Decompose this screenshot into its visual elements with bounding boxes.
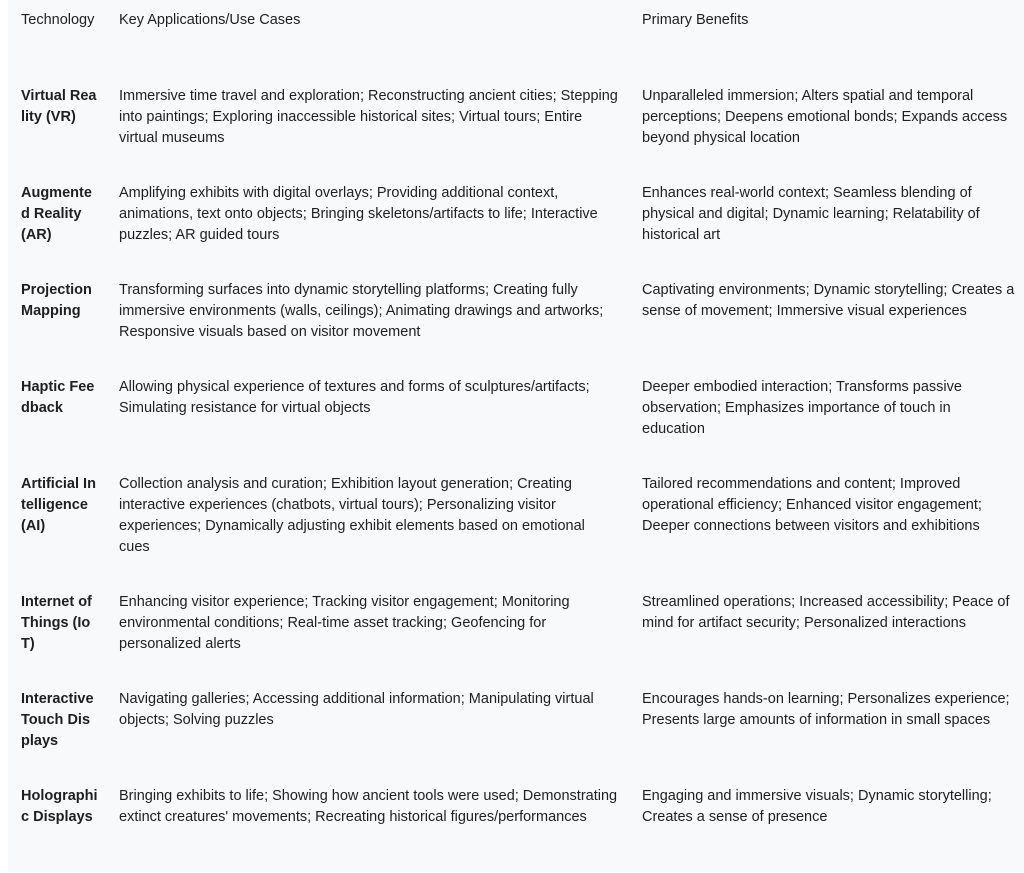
- benefits-cell: Streamlined operations; Increased accessibility; Peace of mind for artifact security; Personalized interactions: [642, 594, 1010, 631]
- applications-cell: Enhancing visitor experience; Tracking visitor engagement; Monitoring environmental conditions; Real-time asset tracking; Geofencing for personalized alerts: [119, 594, 570, 652]
- applications-cell: Immersive time travel and exploration; Reconstructing ancient cities; Stepping into paintings; Exploring inaccessible historical sites; Virtual tours; Entire virtual museums: [119, 88, 618, 146]
- benefits-cell: Enhances real-world context; Seamless blending of physical and digital; Dynamic learning; Relatability of historical art: [642, 185, 980, 243]
- applications-cell: Allowing physical experience of textures and forms of sculptures/artifacts; Simulating resistance for virtual objects: [119, 379, 590, 416]
- header-benefits: Primary Benefits: [642, 12, 749, 28]
- benefits-cell: Engaging and immersive visuals; Dynamic storytelling; Creates a sense of presence: [642, 788, 992, 825]
- benefits-cell: Encourages hands-on learning; Personalizes experience; Presents large amounts of information in small spaces: [642, 691, 1010, 728]
- benefits-cell: Captivating environments; Dynamic storytelling; Creates a sense of movement; Immersive visual experiences: [642, 282, 1015, 319]
- table-row: [8, 76, 1024, 173]
- header-row: [8, 0, 1024, 76]
- technology-table: [8, 0, 1024, 873]
- applications-cell: Navigating galleries; Accessing additional information; Manipulating virtual objects; Solving puzzles: [119, 691, 594, 728]
- table-row: [8, 582, 1024, 679]
- technology-cell: Artificial Intelligence (AI): [21, 476, 96, 534]
- header-applications: Key Applications/Use Cases: [119, 12, 301, 28]
- technology-cell: Virtual Reality (VR): [21, 88, 97, 125]
- benefits-cell: Deeper embodied interaction; Transforms passive observation; Emphasizes importance of touch in education: [642, 379, 962, 437]
- benefits-cell: Tailored recommendations and content; Improved operational efficiency; Enhanced visitor engagement; Deeper connections between visitors and exhibitions: [642, 476, 982, 534]
- table-row: [8, 776, 1024, 873]
- benefits-cell: Unparalleled immersion; Alters spatial and temporal perceptions; Deepens emotional bonds; Expands access beyond physical location: [642, 88, 1008, 146]
- technology-cell: Holographic Displays: [21, 788, 98, 825]
- table-row: [8, 367, 1024, 464]
- table-row: [8, 173, 1024, 270]
- applications-cell: Transforming surfaces into dynamic storytelling platforms; Creating fully immersive environments (walls, ceilings); Animating drawings and artworks; Responsive visuals based on visitor movement: [119, 282, 604, 340]
- header-technology: Technology: [21, 12, 95, 28]
- technology-cell: Projection Mapping: [21, 282, 92, 319]
- document-sheet: [8, 0, 1024, 872]
- technology-cell: Internet of Things (IoT): [21, 594, 92, 652]
- technology-cell: Augmented Reality (AR): [21, 185, 92, 243]
- applications-cell: Bringing exhibits to life; Showing how ancient tools were used; Demonstrating extinct creatures' movements; Recreating historical figures/performances: [119, 788, 618, 825]
- table-row: [8, 270, 1024, 367]
- table-row: [8, 679, 1024, 776]
- applications-cell: Amplifying exhibits with digital overlays; Providing additional context, animations, text onto objects; Bringing skeletons/artifacts to life; Interactive puzzles; AR guided tours: [119, 185, 598, 243]
- applications-cell: Collection analysis and curation; Exhibition layout generation; Creating interactive experiences (chatbots, virtual tours); Personalizing visitor experiences; Dynamically adjusting exhibit elements based on emotional cues: [119, 476, 585, 555]
- table-row: [8, 464, 1024, 582]
- technology-cell: Interactive Touch Displays: [21, 691, 94, 749]
- technology-cell: Haptic Feedback: [21, 379, 95, 416]
